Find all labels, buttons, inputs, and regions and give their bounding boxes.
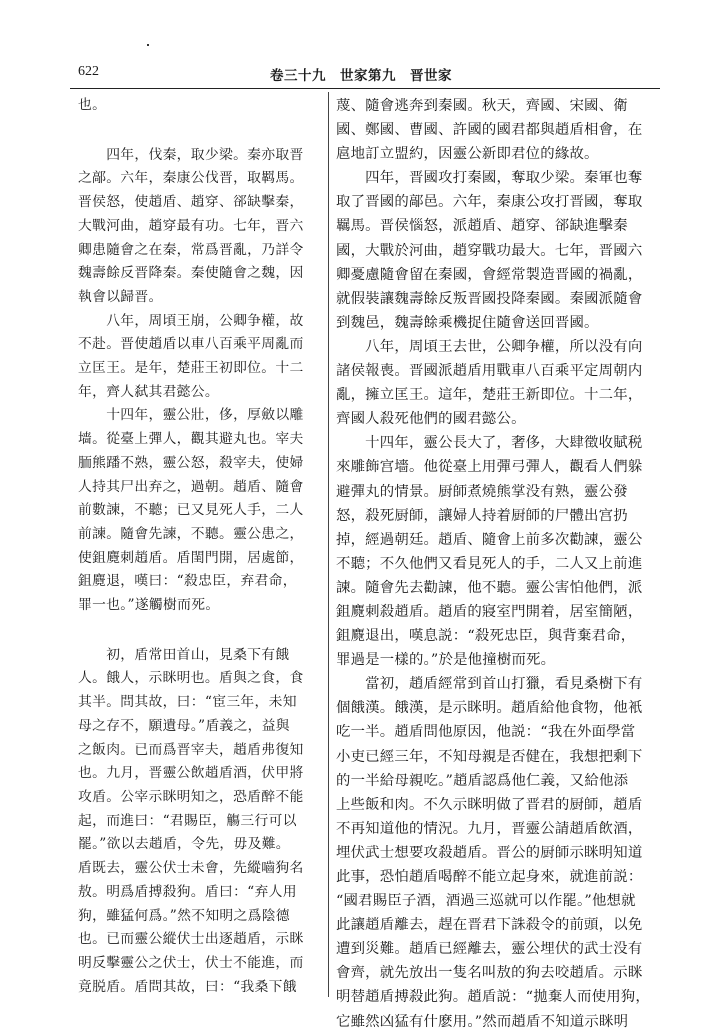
text-paragraph: 也。 <box>78 97 107 113</box>
header-rule <box>70 88 660 89</box>
text-paragraph: 八年，周頃王崩，公卿争權，故 不赴。晋使趙盾以車八百乘平周亂而 立匡王。是年，楚莊王初即位。十二 年，齊人弑其君懿公。 <box>78 312 304 400</box>
text-paragraph: 八年，周頃王去世，公卿争權，所以没有向 諸侯報喪。晋國派趙盾用戰車八百乘平定周朝内 亂，擁立匡王。這年，楚莊王新即位。十二年， 齊國人殺死他們的國君懿公。 <box>336 338 643 428</box>
text-paragraph: 十四年，靈公長大了，奢侈，大肆徵收賦税 來雕飾宫墻。他從臺上用彈弓彈人，觀看人們躲 避彈丸的情景。厨師煮燒熊掌没有熟，靈公發 怒，殺死厨師，讓婦人持着厨師的尸體出宫扔 掉，經過朝廷。趙盾、隨會上前多次勸諫，靈公 不聽；不久他們又看見死人的手，二人又上前進 諫。隨會先去勸諫，他不聽。靈公害怕他們，派 鉏麑刺殺趙盾。趙盾的寢室門開着，居室簡陋， 鉏麑退出，嘆息説：“殺死忠臣，與背棄君命， 罪過是一樣的。”於是他撞樹而死。 <box>336 435 643 669</box>
translation-column <box>336 94 650 1034</box>
classical-text-column <box>78 94 315 999</box>
text-paragraph: 當初，趙盾經常到首山打獵，看見桑樹下有 個餓漢。餓漢，是示眯明。趙盾給他食物，他衹 吃一半。趙盾問他原因，他説：“我在外面學當 小吏已經三年，不知母親是否健在，我想把剩下 的一半給母親吃。”趙盾認爲他仁義，又給他添 上些飯和肉。不久示眯明做了晋君的厨師，趙盾 不再知道他的情況。九月，晋靈公請趙盾飲酒， 埋伏武士想要攻殺趙盾。晋公的厨師示眯明知道 此事，恐怕趙盾喝醉不能立起身來，就進前説： “國君賜臣子酒，酒過三巡就可以作罷。”他想就 此讓趙盾離去，趕在晋君下誅殺令的前頭，以免 遭到災難。趙盾已經離去，靈公埋伏的武士没有 會齊，就先放出一隻名叫敖的狗去咬趙盾。示眯 明替趙盾搏殺此狗。趙盾説：“拋棄人而使用狗， 它雖然凶猛有什麽用。”然而趙盾不知道示眯明 <box>336 676 650 1030</box>
text-paragraph: 十四年，靈公壯，侈，厚斂以雕 墙。從臺上彈人，觀其避丸也。宰夫 胹熊蹯不熟，靈公怒，殺宰夫，使婦 人持其尸出弃之，過朝。趙盾、隨會 前數諫，不聽；已又見死人手，二人 前諫。隨會先諫，不聽。靈公患之， 使鉏麑刺趙盾。盾閨門開，居處節， 鉏麑退，嘆曰：“殺忠臣，弃君命， 罪一也。”遂觸樹而死。 <box>78 407 304 614</box>
text-paragraph: 四年，晋國攻打秦國，奪取少梁。秦軍也奪 取了晋國的鄗邑。六年，秦康公攻打晋國，奪取 羈馬。晋侯惱怒，派趙盾、趙穿、郤缺進擊秦 國，大戰於河曲，趙穿戰功最大。七年，晋國六 卿憂慮隨會留在秦國，會經常製造晋國的禍亂， 就假裝讓魏壽餘反叛晋國投降秦國。秦國派隨會 到魏邑，魏壽餘乘機捉住隨會送回晋國。 <box>336 170 643 331</box>
text-paragraph: 蔑、隨會逃奔到秦國。秋天，齊國、宋國、衛 國、鄭國、曹國、許國的國君都與趙盾相會，在 扈地訂立盟約，因靈公新即君位的緣故。 <box>336 98 643 163</box>
column-divider <box>328 92 329 997</box>
scan-speck <box>147 44 149 46</box>
running-head: 卷三十九 世家第九 晋世家 <box>270 68 452 84</box>
page-header <box>70 55 660 85</box>
text-paragraph: 四年，伐秦，取少梁。秦亦取晋 之鄗。六年，秦康公伐晋，取羁馬。 晋侯怒，使趙盾、趙穿、郤缺擊秦， 大戰河曲，趙穿最有功。七年，晋六 卿患隨會之在秦，常爲晋亂，乃詳令 魏壽餘反晋降秦。秦使隨會之魏，因 執會以歸晋。 <box>78 146 304 305</box>
text-paragraph: 初，盾常田首山，見桑下有餓 人。餓人，示眯明也。盾與之食，食 其半。問其故，曰：“宦三年，未知 母之存不，願遺母。”盾義之，益與 之飯肉。已而爲晋宰夫，趙盾弗復知 也。九月，晋靈公飲趙盾酒，伏甲將 攻盾。公宰示眯明知之，恐盾醉不能 起，而進曰：“君賜臣，觴三行可以 罷。”欲以去趙盾，令先，毋及難。 盾既去，靈公伏士未會，先縱嚙狗名 敖。明爲盾搏殺狗。盾曰：“弃人用 狗，雖猛何爲。”然不知明之爲陰德 也。已而靈公縱伏士出逐趙盾，示眯 明反擊靈公之伏士，伏士不能進，而 竟脱盾。盾問其故，曰：“我桑下餓 <box>78 646 304 995</box>
page-number: 622 <box>78 64 99 79</box>
